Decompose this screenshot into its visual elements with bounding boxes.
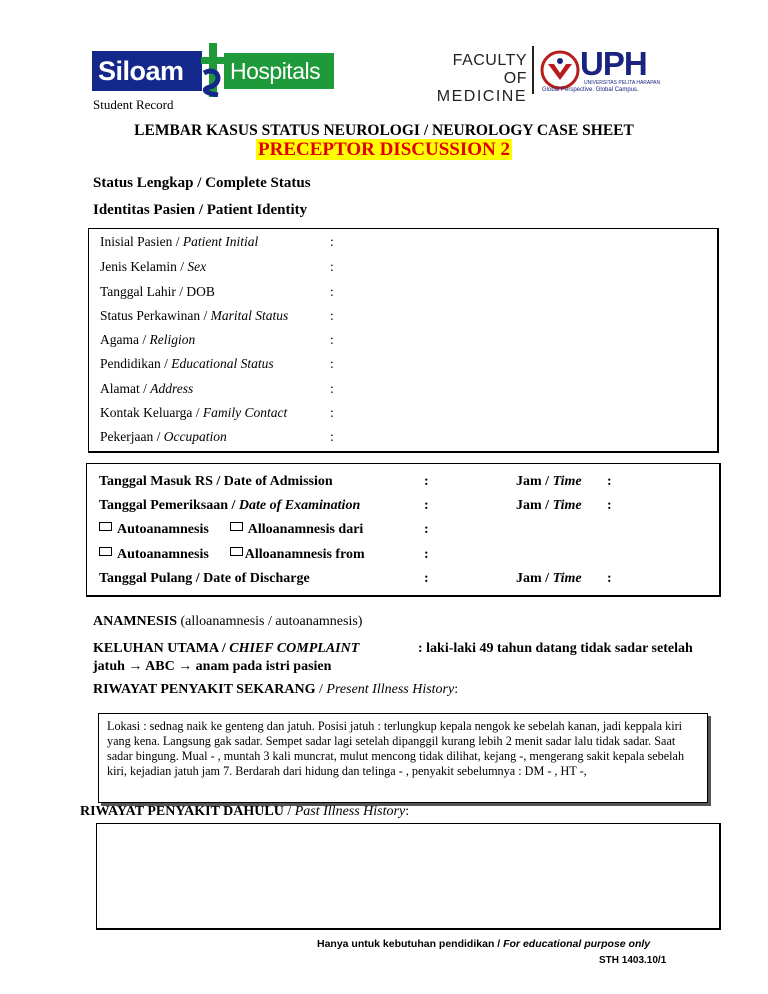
faculty-of-medicine-logo: [427, 52, 527, 105]
exam-date-label: [99, 497, 360, 515]
identity-label-en: Family Contact: [202, 405, 288, 420]
identity-colon: :: [330, 429, 334, 444]
jam-text: Jam /: [516, 571, 553, 586]
anamnesis-title: ANAMNESIS: [93, 614, 178, 629]
identity-row: [100, 258, 340, 276]
anamnesis-type-colon: :: [424, 522, 429, 537]
faculty-logo-line1: FACULTY OF: [452, 52, 527, 87]
present-illness-text: Lokasi : sednag naik ke genteng dan jatuh. Posisi jatuh : terlungkup kepala nengok ke sebelah kanan, jadi keppala kiri yang kena. Langsung gak sadar. Sempet sadar lagi setelah dipanggil kurang lebih 2 menit sadar lalu tidak sadar. Saat sadar bingung. Mual - , muntah 3 kali muncrat, mulut mencong tidak dilihat, kejang -, mengerang sakit kepala sebelah kiri, kejadian jatuh jam 7. Berdarah dari hidung dan telinga - , penyakit sebelumnya : DM - , HT -,: [107, 719, 685, 778]
time-text: Time: [552, 474, 582, 489]
identity-row: [100, 355, 340, 373]
exam-time-colon: :: [607, 498, 612, 513]
identity-label: Pekerjaan /: [100, 429, 164, 444]
discharge-time-label: [516, 570, 582, 588]
uph-logo-university: UNIVERSITAS PELITA HARAPAN: [584, 80, 661, 86]
identity-row: [100, 233, 340, 251]
identity-row: [100, 283, 340, 301]
identity-label: Agama /: [100, 332, 150, 347]
chief-complaint-title-en: CHIEF COMPLAINT: [229, 641, 360, 656]
identity-label-en: Patient Initial: [182, 234, 259, 249]
identity-colon: :: [330, 405, 334, 420]
identity-label-en: Occupation: [163, 429, 227, 444]
identity-label-en: Address: [150, 381, 194, 396]
identity-colon: :: [330, 381, 334, 396]
present-illness-title: RIWAYAT PENYAKIT SEKARANG: [93, 682, 316, 697]
identity-colon: :: [330, 234, 334, 249]
admission-date-colon: :: [424, 474, 429, 489]
logo-divider: [532, 46, 534, 94]
discharge-date-colon: :: [424, 571, 429, 586]
identity-label-en: Religion: [149, 332, 196, 347]
identity-heading: Identitas Pasien / Patient Identity: [93, 202, 308, 218]
anamnesis-type-row-1: [99, 521, 363, 539]
identity-label: Inisial Pasien /: [100, 234, 183, 249]
discharge-time-colon: :: [607, 571, 612, 586]
anamnesis-heading: [93, 614, 362, 630]
footer-note-text-en: For educational purpose only: [503, 938, 651, 950]
document-code: STH 1403.10/1: [599, 955, 667, 966]
student-record-label: Student Record: [93, 97, 174, 112]
footer-note: [317, 938, 650, 950]
exam-date-colon: :: [424, 498, 429, 513]
autoanamnesis-checkbox[interactable]: [99, 522, 112, 531]
uph-emblem-icon: [540, 50, 580, 90]
identity-colon: :: [330, 259, 334, 274]
identity-label: Pendidikan /: [100, 356, 172, 371]
past-illness-title-en: Past Illness History: [294, 804, 406, 819]
admission-time-label: [516, 473, 582, 491]
chief-complaint-line2: jatuh → ABC → anam pada istri pasien: [93, 659, 332, 674]
patient-identity-box: [88, 228, 719, 453]
anamnesis-type-row-2: [99, 546, 365, 564]
identity-colon: :: [330, 356, 334, 371]
chief-complaint-label: [93, 640, 413, 676]
uph-logo-tagline: Global Perspective. Global Campus.: [542, 87, 639, 93]
exam-time-label: [516, 497, 582, 515]
admission-date-label: Tanggal Masuk RS / Date of Admission: [99, 474, 333, 489]
jam-text: Jam /: [516, 498, 553, 513]
identity-row: [100, 307, 340, 325]
identity-colon: :: [330, 332, 334, 347]
identity-label: Kontak Keluarga /: [100, 405, 203, 420]
alloanamnesis-checkbox[interactable]: [230, 522, 243, 531]
identity-colon: :: [330, 284, 334, 299]
faculty-logo-line2: MEDICINE: [436, 88, 527, 105]
discharge-date-label: Tanggal Pulang / Date of Discharge: [99, 571, 310, 586]
page-subtitle: [0, 139, 768, 161]
identity-colon: :: [330, 308, 334, 323]
admission-box: [86, 463, 721, 597]
admission-time-colon: :: [607, 474, 612, 489]
present-illness-heading: RIWAYAT PENYAKIT SEKARANG / Present Illness History:: [93, 682, 459, 697]
identity-row: [100, 404, 340, 422]
status-heading: Status Lengkap / Complete Status: [93, 175, 311, 191]
chief-complaint-title: KELUHAN UTAMA /: [93, 641, 230, 656]
identity-label: Status Perkawinan /: [100, 308, 211, 323]
time-text: Time: [552, 498, 582, 513]
anamnesis-note: (alloanamnesis / autoanamnesis): [177, 614, 363, 629]
identity-label-en: Marital Status: [210, 308, 289, 323]
time-text: Time: [552, 571, 582, 586]
exam-date-text-en: Date of Examination: [238, 498, 361, 513]
identity-label: Jenis Kelamin /: [100, 259, 188, 274]
past-illness-title: RIWAYAT PENYAKIT DAHULU: [80, 804, 284, 819]
autoanamnesis-checkbox[interactable]: [99, 547, 112, 556]
autoanamnesis-label: Autoanamnesis: [117, 522, 209, 537]
identity-label: Tanggal Lahir / DOB: [100, 284, 215, 299]
identity-label: Alamat /: [100, 381, 151, 396]
identity-label-en: Sex: [187, 259, 207, 274]
jam-text: Jam /: [516, 474, 553, 489]
exam-date-text: Tanggal Pemeriksaan /: [99, 498, 239, 513]
subtitle-text: PRECEPTOR DISCUSSION 2: [258, 139, 510, 160]
siloam-logo-word: Siloam: [92, 51, 202, 91]
present-illness-box[interactable]: [98, 713, 708, 803]
uph-logo-text: UPH: [580, 45, 647, 82]
hospitals-logo-word: Hospitals: [224, 53, 334, 89]
identity-row: [100, 380, 340, 398]
identity-label-en: Educational Status: [171, 356, 274, 371]
alloanamnesis-label: Alloanamnesis dari: [247, 522, 364, 537]
alloanamnesis-label: Alloanamnesis from: [244, 547, 365, 562]
past-illness-heading: RIWAYAT PENYAKIT DAHULU / Past Illness History:: [80, 804, 410, 819]
alloanamnesis-checkbox[interactable]: [230, 547, 243, 556]
autoanamnesis-label: Autoanamnesis: [117, 547, 209, 562]
siloam-hospitals-logo: [92, 43, 334, 97]
identity-row: [100, 428, 340, 446]
anamnesis-type-colon: :: [424, 547, 429, 562]
chief-complaint-value: : laki-laki 49 tahun datang tidak sadar setelah: [418, 641, 693, 656]
past-illness-box[interactable]: [96, 823, 721, 930]
identity-row: [100, 331, 340, 349]
footer-note-text: Hanya untuk kebutuhan pendidikan /: [317, 938, 504, 950]
page-title: LEMBAR KASUS STATUS NEUROLOGI / NEUROLOGY CASE SHEET: [134, 122, 634, 139]
present-illness-title-en: Present Illness History: [326, 682, 455, 697]
